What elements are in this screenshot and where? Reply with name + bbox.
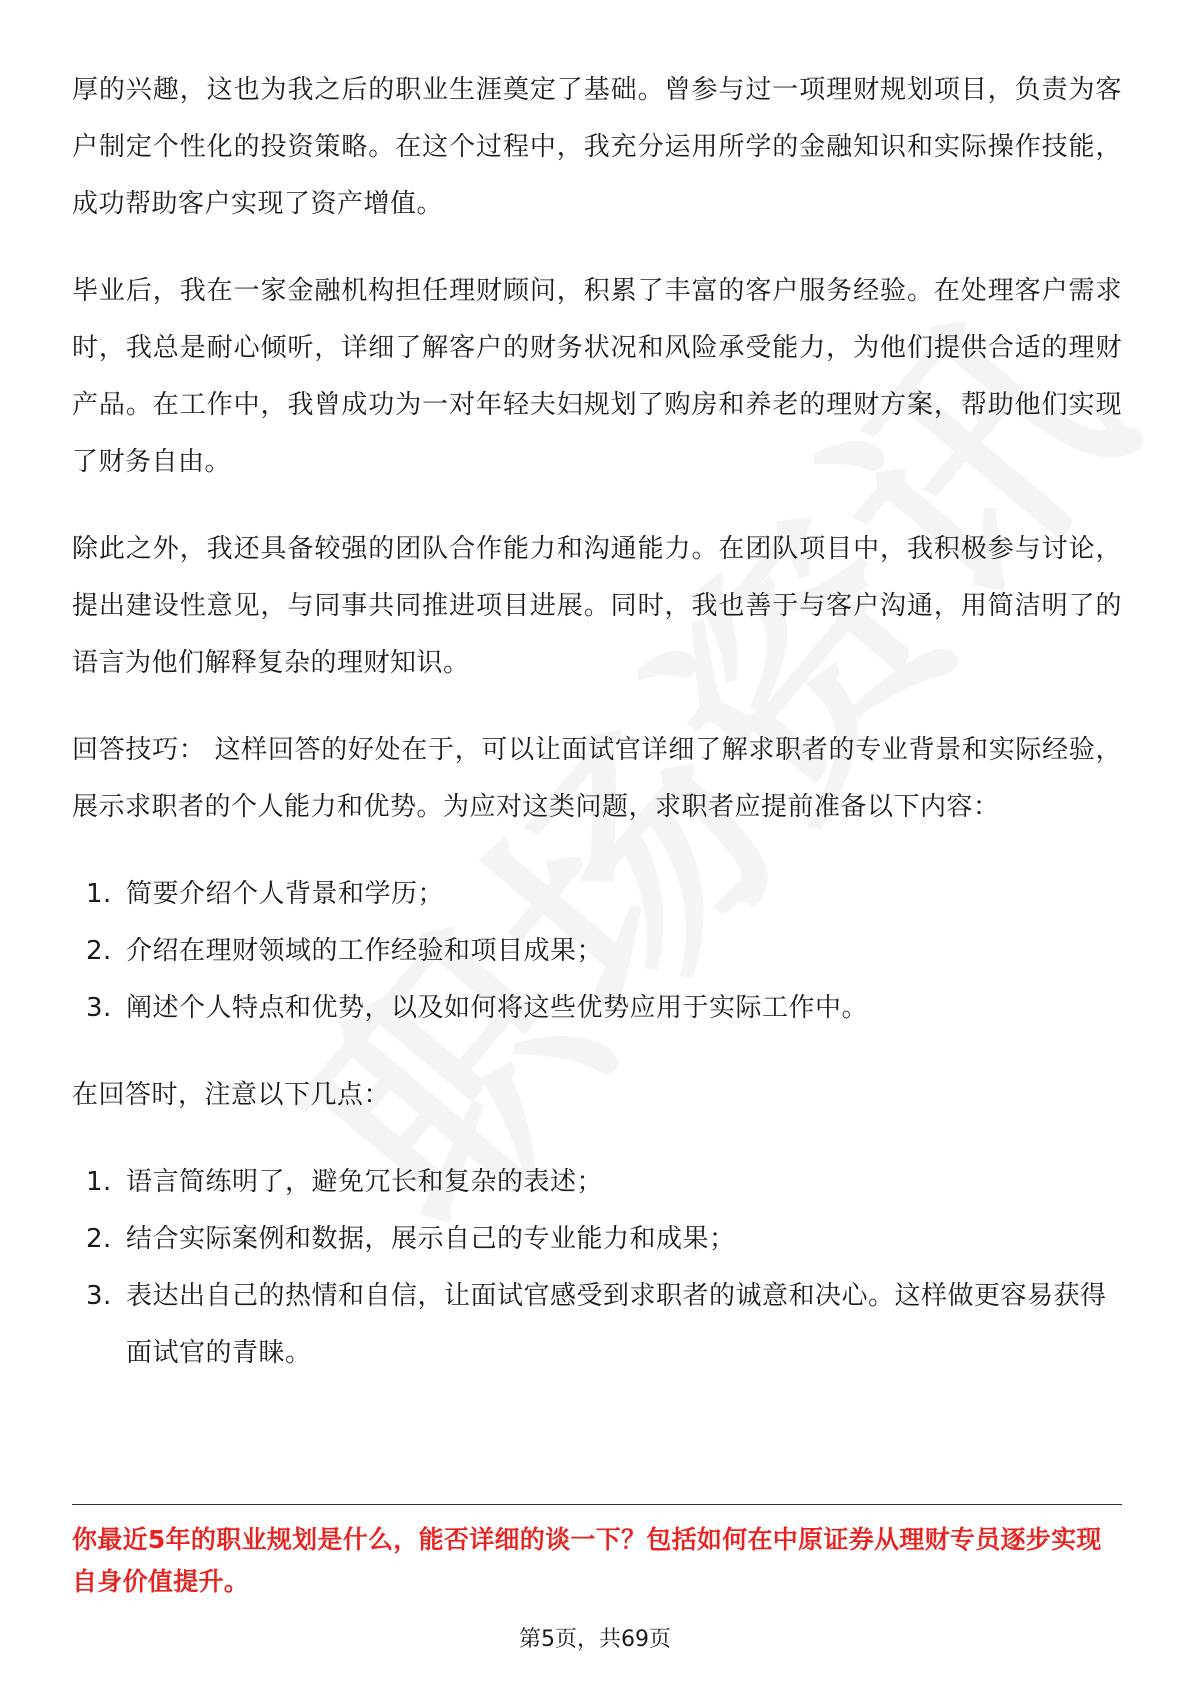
page-content bbox=[72, 62, 1122, 1412]
list-item bbox=[72, 866, 1122, 923]
list-text: 结合实际案例和数据，展示自己的专业能力和成果； bbox=[126, 1224, 736, 1254]
list-number: 2. bbox=[86, 936, 112, 966]
paragraph-experience: 毕业后，我在一家金融机构担任理财顾问，积累了丰富的客户服务经验。在处理客户需求时，我总是耐心倾听，详细了解客户的财务状况和风险承受能力，为他们提供合适的理财产品。在工作中，我曾成功为一对年轻夫妇规划了购房和养老的理财方案，帮助他们实现了财务自由。 bbox=[72, 276, 1122, 477]
list-text: 语言简练明了，避免冗长和复杂的表述； bbox=[126, 1167, 604, 1197]
paragraph-answer-tips: 回答技巧： 这样回答的好处在于，可以让面试官详细了解求职者的专业背景和实际经验，展示求职者的个人能力和优势。为应对这类问题，求职者应提前准备以下内容： bbox=[72, 735, 1122, 822]
page-footer: 第5页，共69页 bbox=[519, 1627, 671, 1652]
list-text: 阐述个人特点和优势，以及如何将这些优势应用于实际工作中。 bbox=[126, 993, 869, 1023]
list-item bbox=[72, 923, 1122, 980]
attention-list bbox=[72, 1154, 1122, 1382]
list-text: 介绍在理财领域的工作经验和项目成果； bbox=[126, 936, 604, 966]
paragraph-interest: 厚的兴趣，这也为我之后的职业生涯奠定了基础。曾参与过一项理财规划项目，负责为客户制定个性化的投资策略。在这个过程中，我充分运用所学的金融知识和实际操作技能，成功帮助客户实现了资产增值。 bbox=[72, 75, 1122, 219]
list-text: 表达出自己的热情和自信，让面试官感受到求职者的诚意和决心。这样做更容易获得面试官的青睐。 bbox=[126, 1281, 1107, 1368]
list-item bbox=[72, 1268, 1122, 1382]
section-divider bbox=[72, 1504, 1122, 1505]
list-number: 2. bbox=[86, 1224, 112, 1254]
list-number: 1. bbox=[86, 879, 112, 909]
list-item bbox=[72, 1154, 1122, 1211]
attention-intro: 在回答时，注意以下几点： bbox=[72, 1080, 391, 1110]
list-item bbox=[72, 980, 1122, 1037]
list-text: 简要介绍个人背景和学历； bbox=[126, 879, 445, 909]
prepare-list bbox=[72, 866, 1122, 1037]
list-number: 3. bbox=[86, 993, 112, 1023]
paragraph-teamwork: 除此之外，我还具备较强的团队合作能力和沟通能力。在团队项目中，我积极参与讨论，提出建设性意见，与同事共同推进项目进展。同时，我也善于与客户沟通，用简洁明了的语言为他们解释复杂的理财知识。 bbox=[72, 534, 1122, 678]
next-question-heading: 你最近5年的职业规划是什么，能否详细的谈一下？包括如何在中原证券从理财专员逐步实现自身价值提升。 bbox=[72, 1525, 1102, 1596]
list-number: 1. bbox=[86, 1167, 112, 1197]
list-item bbox=[72, 1211, 1122, 1268]
list-number: 3. bbox=[86, 1281, 112, 1311]
